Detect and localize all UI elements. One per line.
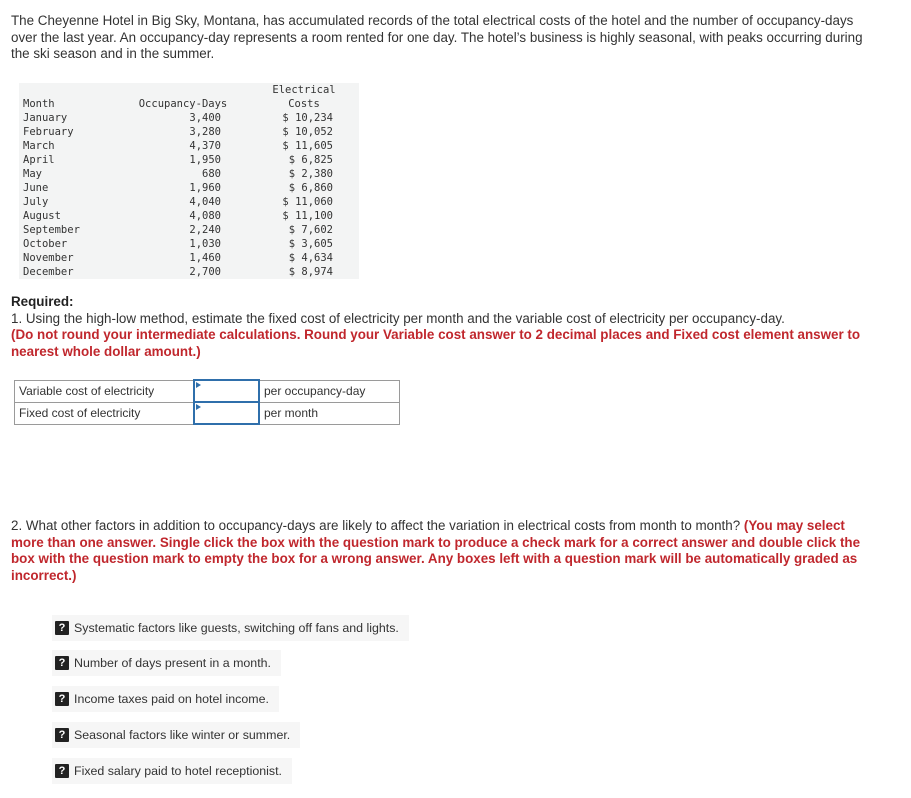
question-2: 2. What other factors in addition to occupancy-days are likely to affect the variation in electrical costs from month to month? [11,518,741,533]
header-electrical: Electrical [272,84,336,96]
option-seasonal-factors[interactable] [52,722,300,748]
question-mark-checkbox[interactable]: ? [55,656,69,670]
electrical-cost-cell: $ 11,060 [282,196,333,208]
table-row [19,237,359,251]
answer-row-fixed [15,402,400,424]
option-label: Systematic factors like guests, switching off fans and lights. [74,621,399,635]
month-cell: January [23,112,68,124]
month-cell: October [23,238,68,250]
occupancy-days-cell: 4,040 [189,196,221,208]
electrical-cost-cell: $ 6,860 [288,182,333,194]
option-label: Number of days present in a month. [74,656,271,670]
electrical-cost-cell: $ 10,052 [282,126,333,138]
table-row [19,265,359,279]
occupancy-days-cell: 680 [202,168,221,180]
option-label: Fixed salary paid to hotel receptionist. [74,764,282,778]
table-row [19,111,359,125]
occupancy-days-cell: 1,960 [189,182,221,194]
month-cell: August [23,210,61,222]
occupancy-days-cell: 1,950 [189,154,221,166]
table-row [19,209,359,223]
intro-paragraph: The Cheyenne Hotel in Big Sky, Montana, has accumulated records of the total electrical costs of the hotel and the number of occupancy-days over the last year. An occupancy-day represents a room rented for one day. The hotel’s business is highly seasonal, with peaks occurring during the ski season and in the summer. [11,13,863,61]
question-mark-checkbox[interactable]: ? [55,728,69,742]
table-row [19,153,359,167]
occupancy-days-cell: 1,460 [189,252,221,264]
answer-label: Variable cost of electricity [15,380,195,402]
month-cell: December [23,266,74,278]
month-cell: June [23,182,49,194]
occupancy-days-cell: 1,030 [189,238,221,250]
answer-row-variable [15,380,400,402]
required-title: Required: [11,294,74,309]
option-income-taxes[interactable] [52,686,279,712]
table-header-top [19,83,359,97]
answer-table [14,379,400,425]
electrical-cost-cell: $ 11,605 [282,140,333,152]
answer-label: Fixed cost of electricity [15,402,195,424]
question-2-section [11,518,871,584]
month-cell: April [23,154,55,166]
table-row [19,167,359,181]
option-days-in-month[interactable] [52,650,281,676]
occupancy-days-cell: 3,400 [189,112,221,124]
table-row [19,251,359,265]
question-1: 1. Using the high-low method, estimate the fixed cost of electricity per month and the variable cost of electricity per occupancy-day. [11,310,785,326]
question-mark-checkbox[interactable]: ? [55,621,69,635]
occupancy-days-cell: 2,700 [189,266,221,278]
input-marker-icon [196,382,201,388]
month-cell: February [23,126,74,138]
occupancy-days-cell: 3,280 [189,126,221,138]
data-table [19,83,359,279]
option-label: Seasonal factors like winter or summer. [74,728,291,742]
electrical-cost-cell: $ 7,602 [288,224,333,236]
variable-cost-input-cell [194,380,259,402]
electrical-cost-cell: $ 6,825 [288,154,333,166]
answer-unit: per occupancy-day [259,380,400,402]
table-row [19,125,359,139]
answer-unit: per month [259,402,400,424]
month-cell: May [23,168,42,180]
occupancy-days-cell: 4,370 [189,140,221,152]
option-label: Income taxes paid on hotel income. [74,692,269,706]
header-costs: Costs [288,98,320,110]
electrical-cost-cell: $ 11,100 [282,210,333,222]
month-cell: March [23,140,55,152]
option-fixed-salary[interactable] [52,758,292,784]
variable-cost-input[interactable] [195,382,258,400]
question-mark-checkbox[interactable]: ? [55,692,69,706]
occupancy-days-cell: 2,240 [189,224,221,236]
required-section [11,294,871,360]
electrical-cost-cell: $ 4,634 [288,252,333,264]
input-marker-icon [196,404,201,410]
header-month: Month [23,98,55,110]
table-row [19,139,359,153]
electrical-cost-cell: $ 2,380 [288,168,333,180]
question-2-note: (You may select more than one answer. Single click the box with the question mark to produce a check mark for a correct answer and double click the box with the question mark to empty the box for a wrong answer. Any boxes left with a question mark will be automatically graded as incorrect.) [11,518,861,583]
month-cell: November [23,252,74,264]
electrical-cost-cell: $ 10,234 [282,112,333,124]
header-occupancy-days: Occupancy-Days [138,98,228,110]
table-row [19,223,359,237]
table-header [19,97,359,111]
table-row [19,181,359,195]
month-cell: July [23,196,49,208]
option-systematic-factors[interactable] [52,615,409,641]
fixed-cost-input-cell [194,402,259,424]
question-1-note: (Do not round your intermediate calculations. Round your Variable cost answer to 2 decimal places and Fixed cost element answer to nearest whole dollar amount.) [11,327,861,359]
question-mark-checkbox[interactable]: ? [55,764,69,778]
fixed-cost-input[interactable] [195,404,258,422]
table-row [19,195,359,209]
electrical-cost-cell: $ 8,974 [288,266,333,278]
electrical-cost-cell: $ 3,605 [288,238,333,250]
occupancy-days-cell: 4,080 [189,210,221,222]
month-cell: September [23,224,80,236]
